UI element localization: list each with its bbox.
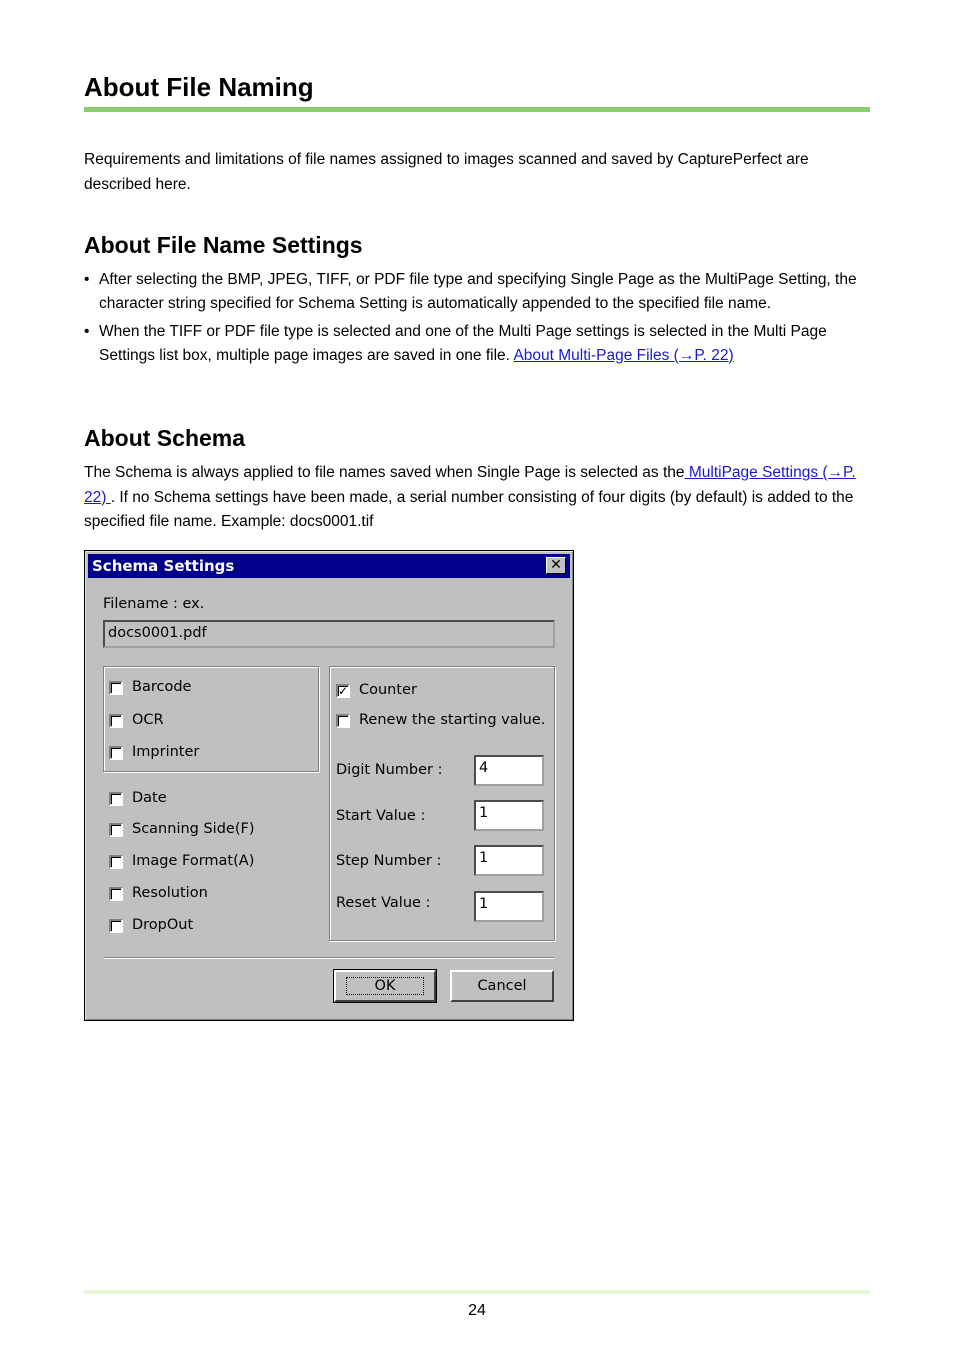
step-number-label: Step Number :	[336, 853, 442, 869]
cancel-button[interactable]: Cancel	[450, 970, 554, 1002]
multipage-files-link[interactable]: About Multi-Page Files (→P. 22)	[513, 346, 734, 364]
scanning-side-checkbox[interactable]	[109, 823, 123, 837]
title-underline	[84, 107, 870, 112]
dialog-titlebar	[88, 554, 570, 578]
ocr-checkbox[interactable]	[109, 714, 123, 728]
filename-label: Filename : ex.	[103, 596, 205, 612]
scanning-side-label: Scanning Side(F)	[132, 821, 255, 837]
multipage-settings-link[interactable]: MultiPage Settings (→P. 22)	[84, 464, 856, 506]
start-value-label: Start Value :	[336, 808, 426, 824]
bullet-dot: •	[84, 323, 90, 340]
section-heading-file-name-settings: About File Name Settings	[84, 232, 363, 258]
filename-example-field: docs0001.pdf	[103, 620, 555, 648]
barcode-label: Barcode	[132, 679, 192, 695]
schema-settings-dialog	[84, 550, 574, 1021]
renew-checkbox[interactable]	[336, 714, 350, 728]
start-value-input[interactable]: 1	[474, 800, 544, 831]
list-item	[84, 268, 874, 315]
settings-bullet-list	[84, 268, 874, 372]
schema-paragraph	[84, 461, 874, 535]
date-checkbox[interactable]	[109, 792, 123, 806]
section-heading-about-schema: About Schema	[84, 425, 246, 451]
image-format-checkbox[interactable]	[109, 855, 123, 869]
counter-checkbox[interactable]: ✓	[338, 684, 349, 698]
digit-number-input[interactable]: 4	[474, 755, 544, 786]
list-item	[84, 320, 874, 367]
reset-value-input[interactable]: 1	[474, 891, 544, 922]
barcode-checkbox[interactable]	[109, 681, 123, 695]
ocr-label: OCR	[132, 712, 164, 728]
schema-text-after: . If no Schema settings have been made, a serial number consisting of four digits (by default) is added to the specified file name. Example: docs0001.tif	[84, 488, 854, 530]
ok-button-label: OK	[346, 977, 425, 995]
dropout-label: DropOut	[132, 917, 194, 933]
date-label: Date	[132, 790, 167, 806]
counter-label: Counter	[359, 682, 417, 698]
close-icon[interactable]: ✕	[546, 557, 566, 574]
dropout-checkbox[interactable]	[109, 919, 123, 933]
page-number: 24	[468, 1302, 486, 1319]
resolution-label: Resolution	[132, 885, 208, 901]
page-title: About File Naming	[84, 72, 314, 102]
resolution-checkbox[interactable]	[109, 887, 123, 901]
digit-number-label: Digit Number :	[336, 762, 443, 778]
step-number-input[interactable]: 1	[474, 845, 544, 876]
schema-text-before: The Schema is always applied to file names saved when Single Page is selected as the	[84, 464, 685, 481]
imprinter-checkbox[interactable]	[109, 746, 123, 760]
bullet-text: When the TIFF or PDF file type is selected and one of the Multi Page settings is selected in the Multi Page Settings list box, multiple page images are saved in one file.	[99, 323, 827, 364]
footer-rule	[84, 1290, 870, 1294]
dialog-separator	[104, 957, 554, 959]
renew-label: Renew the starting value.	[359, 712, 546, 728]
imprinter-label: Imprinter	[132, 744, 200, 760]
bullet-text: After selecting the BMP, JPEG, TIFF, or PDF file type and specifying Single Page as the MultiPage Setting, the character string specified for Schema Setting is automatically appended to the specified file name.	[99, 271, 857, 312]
bullet-dot: •	[84, 271, 90, 288]
intro-paragraph: Requirements and limitations of file names assigned to images scanned and saved by CapturePerfect are described here.	[84, 151, 809, 193]
reset-value-label: Reset Value :	[336, 895, 431, 911]
image-format-label: Image Format(A)	[132, 853, 255, 869]
ok-button[interactable]	[334, 970, 436, 1002]
dialog-title: Schema Settings	[92, 557, 235, 575]
